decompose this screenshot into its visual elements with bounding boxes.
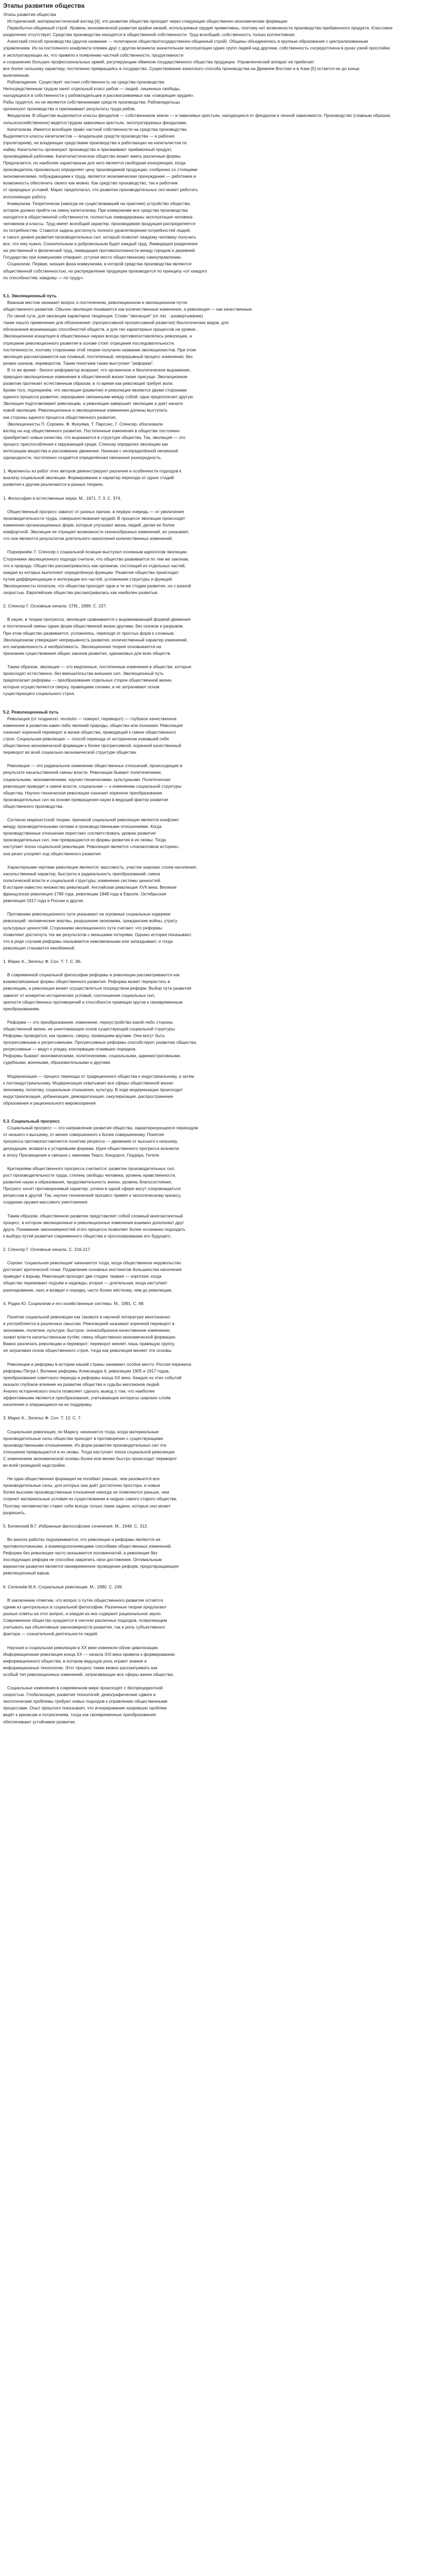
text-line: Феодализм. В обществе выделяются классы феодалов — собственников земли — и зависимых крестьян, находящихся от феодалов в личной зависимости. Производство (главным образом, [7, 113, 391, 118]
paragraph-gap [3, 657, 432, 664]
text-line: к постиндустриальному. Модернизация охватывает все сферы общественной жизни: [3, 1080, 174, 1086]
text-line: производительных сил на основе превращения науки в ведущий фактор развития [3, 796, 168, 802]
text-line: эффективными являются преобразования, учитывающие интересы широких слоёв [3, 1395, 171, 1401]
paragraph-gap [3, 609, 432, 616]
text-line: В то же время - биолог-реформатор возразит, что органичное и биологическое выражение, [7, 367, 191, 372]
text-line: по способностям, каждому — по труду». [3, 275, 84, 280]
text-line: не затрагивая основ общественного строя, тогда как революция меняет эти основы. [3, 1348, 172, 1353]
text-line: анализу социальной эволюции. Формирование и характер перехода от одних стадий [3, 475, 174, 481]
text-line: рост производительности труда, степень свободы человека, уровень нравственности, [3, 1172, 176, 1178]
text-line: особый тип революционных изменений, затрагивающих все сферы жизни общества. [3, 1671, 174, 1677]
paragraph-gap [3, 1307, 432, 1314]
text-line: информационные технологии. Этот процесс также можно рассматривать как [3, 1665, 158, 1670]
text-line: развитие протекает естественным образом, в то время как революция требует воли. [3, 381, 173, 386]
text-line: существующего социального строя. [3, 691, 75, 697]
text-line: резких скачков, переворотов. Таким понятием также выступает "реформа". [3, 360, 154, 366]
text-line: означает коренной переворот в жизни общества, приводящий к смене общественного [3, 729, 176, 735]
text-line: Эволюция подготавливает революцию, а революция завершает эволюцию и даёт начало [3, 401, 183, 406]
text-line: скоростью. Глобализация, развитие технологий, демографические сдвиги и [3, 1692, 156, 1698]
text-line: скоростью. Европейские общества рассматривались как наиболее развитые. [3, 589, 159, 595]
text-line: фактора — сознательной деятельности людей. [3, 1631, 98, 1637]
text-line: Социальная революция, по Марксу, начинается тогда, когда материальные [7, 1429, 159, 1434]
text-line: 1. Маркс К., Энгельс Ф. Соч. Т. 7. С. 86. [3, 959, 82, 964]
text-line: производительные силы общества приходят в противоречие с существующими [3, 1435, 163, 1441]
text-line: Прогресс носит противоречивый характер: успехи в одной сфере могут сопровождаться [3, 1186, 181, 1192]
text-line: более высокие производственные отношения никогда не появляются раньше, чем [3, 1489, 169, 1495]
text-line: созреют материальные условия их существования в недрах самого старого общества. [3, 1496, 178, 1502]
text-line: каждая из которых выполняет определённую функцию. Развитие общества происходит [3, 569, 179, 575]
text-line: которые осуществляются сверху, правящими силами, и не затрагивают основ [3, 684, 160, 690]
text-line: Критериями общественного прогресса считаются: развитие производительных сил, [7, 1165, 176, 1171]
text-line: и постепенной смены одних форм общественной жизни другими, без скачков и разрывов. [3, 623, 184, 629]
text-line: Государство при коммунизме отмирает, уступая место общественному самоуправлению. [3, 255, 182, 260]
text-line: С изменением экономической основы более или менее быстро происходит переворот [3, 1455, 177, 1461]
paragraph-gap [3, 697, 432, 704]
paragraph-gap [3, 952, 432, 958]
text-line: изменения организационных форм, которые улучшают жизнь людей, делая ее более [3, 522, 175, 528]
text-line: Реформа — это преобразование, изменение, переустройство какой-либо стороны [7, 1019, 173, 1025]
text-line: образования и рационального мировоззрения. [3, 1100, 97, 1106]
text-line: происходят естественно, без вмешательства внешних сил. Эволюционный путь [3, 671, 164, 676]
text-line: найму. Капиталисты организуют производство и присваивают прибавочный продукт, [3, 146, 172, 152]
text-line: экономику, политику, социальные отношения, культуру. В ходе модернизации происходит [3, 1087, 183, 1092]
text-line: как стороны единого процесса общественного развития. [3, 414, 117, 420]
text-line: общество переживает подъём и надежды; вторая — длительная, когда наступает [3, 1280, 167, 1286]
text-line: результате насильственной смены власти. Революции бывают политическими, [3, 770, 162, 775]
text-line: Эволюционисты полагали, что общества проходят одни и те же стадии развития, но с разной [3, 583, 191, 588]
text-line: (пролетариев), не владеющих средствами производства и работающих на капиталистов по [3, 140, 187, 145]
text-line: революций: человеческие жертвы, разрушение экономики, гражданские войны, утрату [3, 918, 178, 924]
text-line: на умственный и физический труд, ликвидация противоположности между городом и деревней. [3, 248, 196, 253]
text-line: 6. Селезнёв М.А. Социальные революции. М., 1980. С. 249. [3, 1584, 123, 1589]
paragraph-gap [3, 756, 432, 762]
text-line: 1. Фрагменты из работ этих авторов демонстрируют различия и особенности подходов к [3, 468, 182, 474]
text-line: обозначения возникающих способностей обществ, и для тех характерных процессов на уровне... [3, 327, 199, 332]
paragraph-gap [3, 1421, 432, 1428]
text-line: управлением. Из-за постоянного конфликта племен друг с другом возникла значительная эксплуатация одних групп людей над другими, собственность сосредоточена в руках узкой прослойки [3, 45, 390, 51]
text-line: Капитализм. Имеется всеобщее право частной собственности на средства производства. [7, 126, 188, 132]
paragraph-gap [3, 596, 432, 603]
text-line: к выбору путей развития современного общества и прогнозированию его будущего. [3, 1233, 172, 1239]
text-line: 5. Белинский В.Г. Избранные философские сочинения. М., 1948. С. 312. [3, 1523, 148, 1529]
text-line: Современное общество нуждается в синтезе различных подходов, позволяющем [3, 1618, 167, 1623]
text-line: строя. Социальная революция — способ перехода от исторически изжившей себя [3, 736, 169, 741]
paragraph-gap [3, 1408, 432, 1415]
text-line: производительных сил, они превращаются из формы развития в их оковы. Тогда [3, 837, 166, 843]
text-line: производитель произвольно определяет цену производимой продукции, сообразно со стоящими [3, 167, 198, 173]
text-line: что они являются результатом длительного накопления количественных изменений. [3, 536, 173, 541]
text-line: и употребляется в различных смыслах. Революцией называют коренной переворот в [3, 1321, 175, 1326]
text-line: Подчеркнём: Г. Спенсер с социальной позиции выступил основным идеологом эволюции. [7, 549, 188, 555]
text-line: противоположными, а взаимодополняющими способами общественных изменений. [3, 1544, 172, 1549]
paragraph-gap [3, 1206, 432, 1212]
paragraph-gap [3, 1253, 432, 1260]
text-line: Сороки: 'социальная революция' начинается тогда, когда общественное недовольство [7, 1260, 181, 1266]
text-line: процесс, в котором эволюционные и революционные изменения взаимно дополняют друг [3, 1219, 184, 1225]
text-line: 1. Философия и естественные науки. М., 1971. Т. 3. С. 374. [3, 495, 121, 501]
text-line: революция становится неизбежной. [3, 945, 76, 951]
text-line: Модернизация — процесс перехода от традиционного общества к индустриальному, а затем [7, 1073, 194, 1079]
text-line: преобразованиям. [3, 1006, 40, 1011]
section-heading: 5.2. Революционный путь [3, 709, 59, 715]
text-line: регрессивные — ведут к упадку, консервации отживших порядков. [3, 1046, 137, 1052]
text-line: и такого уровня развития производительных сил, который позволит каждому человеку получать [3, 234, 196, 240]
text-line: от низшего к высшему, от менее совершенного к более совершенному. Понятие [3, 1132, 164, 1138]
text-line: политической власти и социальной структуры; изменение системы ценностей. [3, 877, 161, 883]
paragraph-gap [3, 1240, 432, 1246]
text-line: последующих реформ не способна закрепить свои достижения. Оптимальным [3, 1557, 162, 1563]
text-line: приобретают новые качества, что выражается в структуре общества. Так, эволюция — это [3, 434, 186, 440]
text-line: учитывать как объективные закономерности развития, так и роль субъективного [3, 1624, 165, 1630]
text-line: По своей сути, для эволюции характерна тенденция. Слово "эволюция" (от лат. - развертывание) [7, 313, 203, 319]
text-line: приводит к взрыву. Революция проходит две стадии: первая — короткая, когда [3, 1274, 162, 1279]
text-line: Общественный прогресс зависит от разных причин, в первую очередь — от увеличения [7, 509, 184, 514]
text-line: В науке, в теории прогресса, эволюция сравнивается с выравнивающей формой движения [7, 617, 191, 622]
text-line: В заключение отметим, что вопрос о путях общественного развития остаётся [7, 1597, 163, 1603]
text-line: общественного развития. Обычно эволюция понимается как количественные изменения, а революция — как качественные. [3, 307, 253, 312]
text-line: Первобытно-общинный строй. Уровень экономической развития крайне низкий, используемые орудия примитивны, поэтому нет возможности производства прибавочного продукта. Классовое [7, 25, 393, 31]
text-line: Таким образом, общественное развитие представляет собой сложный многоаспектный [7, 1213, 183, 1218]
text-line: взаимосвязанные формы общественного развития. Реформа может перерастать в [3, 979, 170, 985]
text-line: Предлагается, но наиболее характерным для него является свободная конкуренция, когда [3, 160, 186, 166]
text-line: революционный взрыв. [3, 1570, 50, 1576]
text-line: производительные силы, для которых она даёт достаточно простора, и новые [3, 1483, 161, 1488]
text-line: Ни одна общественная формация не погибает раньше, чем разовьются все [7, 1476, 160, 1482]
text-line: Исторический, материалистический взгляд [4], что развитие общества проходит через следующие общественно-экономические формации: [7, 19, 288, 24]
text-line: Реформы бывают экономическими, политическими, социальными, административными, [3, 1053, 181, 1059]
paragraph-gap [3, 1678, 432, 1685]
text-line: находящихся в собственности у рабовладельцев и рассматриваемых как «говорящие орудия». [3, 93, 195, 98]
text-line: созданию оружия массового уничтожения. [3, 1199, 89, 1205]
text-line: наступает эпоха социальной революции. Революция является «локомотивом истории», [3, 844, 180, 850]
text-line: находятся в общественной собственности, полностью ликвидированы эксплуатация человека [3, 214, 193, 219]
document-body [3, 11, 432, 1725]
text-line: 2. Спенсер Г. Основные начала. С. 216-217. [3, 1246, 92, 1252]
text-line: насильственный характер; быстрота и радикальность преобразований; смена [3, 871, 161, 876]
text-line: новой эволюции. Революционные и эволюционные изменения должны выступать [3, 408, 168, 413]
text-line: и сохранению больших профессиональных армий, регулирующим обменом государственного общества продукции. Управленческий аппарат не прибегает [3, 59, 315, 64]
text-line: комфортной. Эволюция не отрицает возможности скачкообразных изменений, но указывает, [3, 529, 189, 535]
text-line: производимый рабочими. Капиталистическое общество может иметь различные формы [3, 153, 181, 159]
text-line: от природных условий. Маркс предполагал, что развитие производительных сил может работать [3, 187, 198, 193]
text-line: процессами. Опыт прошлого показывает, что игнорирование назревших проблем [3, 1705, 167, 1711]
text-line: процесс приспособления к окружающей среде. Спенсер определил эволюцию как [3, 441, 168, 447]
text-line: Противники революционного пути указывают на огромные социальные издержки [7, 911, 171, 917]
text-line: Эволюционная концепция в общественных науках всегда противопоставлялась революции, а [3, 333, 192, 339]
text-line: Кроме того, подчеркнём, что эволюция (развитие) и революция являются двумя сторонами [3, 387, 187, 393]
text-line: во всей громадной надстройке. [3, 1462, 66, 1468]
text-line: В истории известно множество революций: Английская революция XVII века, Великая [3, 885, 177, 890]
text-line: переворот во всей социально-экономической структуре общества. [3, 750, 137, 755]
text-line: Азиатский способ производства (другое название — политарное общество/государственно-общинный строй). Общины объединились в крупные образования с централизованным [7, 39, 368, 44]
text-line: по потребностям. Ставится задача достигнуть полного удовлетворения потребностей людей, [3, 228, 191, 233]
text-line: Рабовладение. Существует частная собственность на средства производства. [7, 79, 166, 84]
text-line: производственными отношениями. Из форм развития производительных сил эти [3, 1442, 167, 1448]
text-line: Социализм. Первая, низшая фаза коммунизма, в которой средства производства являются [7, 261, 191, 267]
text-line: Реформы проводятся, как правило, сверху, правящими кругами. Они могут быть [3, 1033, 165, 1039]
paragraph-gap [3, 1107, 432, 1113]
text-line: судебными, военными, образовательными и другими. [3, 1060, 111, 1065]
text-line: постепенности, поэтому сторонники этой теории получили название эволюционистов. При этом [3, 347, 196, 352]
text-line: интеграцию вещества и рассеивание движения. Начиная с неопределённой несвязной [3, 448, 178, 453]
text-line: организуют производство и присваивают результаты труда рабов. [3, 106, 136, 112]
text-line: Реформа без революции часто оказывается половинчатой, а революция без [3, 1550, 158, 1556]
text-line: общества. Научно-техническая революция означает коренное преобразование [3, 790, 163, 795]
text-line: достигает критической точки. Подавление основных инстинктов большинства населения [3, 1267, 182, 1273]
text-line: Таким образом, эволюция — это медленные, постепенные изменения в обществе, которые [7, 664, 191, 669]
section-heading: 5.1. Эволюционный путь [3, 293, 57, 298]
text-line: 3. Маркс К., Энгельс Ф. Соч. Т. 13. С. 7. [3, 1415, 82, 1421]
text-line: признании существования общих законов развития, одинаковых для всех обществ. [3, 650, 171, 656]
paragraph-gap [3, 461, 432, 468]
text-line: Эволюционизм утверждает непрерывность развития, количественный характер изменений, [3, 637, 188, 642]
text-line: которое должно прийти на смену капитализму. При коммунизме все средства производства [3, 207, 188, 213]
text-line: Революция (от позднелат. revolutio — поворот, переворот) — глубокое качественное [7, 716, 177, 721]
text-line: Социальные изменения в современном мире происходят с беспрецедентной [7, 1685, 163, 1691]
text-line: что и природа. Общество рассматривалось как организм, состоящий из отдельных частей, [3, 563, 186, 568]
paragraph-gap [3, 857, 432, 864]
text-line: Революции и реформы в истории нашей страны занимают особое место. Россия пережила [7, 1361, 191, 1367]
text-line: населения и опирающиеся на их поддержку. [3, 1402, 93, 1408]
text-line: также нашло применение для обозначения: (прогрессивной прогрессивной развития) биологических видов, для [3, 320, 229, 326]
paragraph-gap [3, 1590, 432, 1597]
paragraph-gap [3, 810, 432, 817]
text-line: выясненным. [3, 72, 30, 78]
text-line: При этом общество развивается, усложняясь, переходя от простых форм к сложным. [3, 630, 175, 636]
text-line: Анализ исторического опыта позволяет сделать вывод о том, что наиболее [3, 1388, 155, 1394]
text-line: 4. Родин Ю. Социализм и его хозяйственные системы. М., 1991. С. 88. [3, 1300, 145, 1306]
paragraph-gap [3, 542, 432, 549]
paragraph-gap [3, 281, 432, 288]
text-line: Социальный прогресс — это направление развития общества, характеризующееся переходом [7, 1125, 198, 1131]
text-line: культурных ценностей. Сторонники эволюционного пути считают, что реформы [3, 925, 163, 930]
paragraph-gap [3, 904, 432, 911]
text-line: позволяют достигнуть тех же результатов с меньшими потерями. Однако история показывает, [3, 931, 192, 937]
text-line: Непосредственным трудом занят отдельный класс рабов — людей, лишенных свободы, [3, 86, 181, 92]
text-line: разочарование, хаос и возврат к порядку, часто более жёсткому, чем до революции. [3, 1287, 172, 1293]
paragraph-gap [3, 1516, 432, 1523]
paragraph-gap [3, 502, 432, 509]
text-line: французская революция 1789 года, революции 1848 года в Европе, Октябрьская [3, 891, 166, 897]
text-line: Во многих работах подчеркивается, что революции и реформы являются не [7, 1537, 161, 1542]
text-line: Этапы развития общества [3, 12, 56, 17]
text-line: общественного производства. [3, 803, 64, 809]
text-line: регрессом в другой. Так, научно-технический прогресс привёл к экологическому кризису, [3, 1193, 182, 1198]
text-line: общественной жизни, не уничтожающее основ существующей социальной структуры. [3, 1026, 176, 1031]
text-line: экологические проблемы требуют новых подходов к управлению общественными [3, 1699, 167, 1704]
text-line: Понятие социальной революции как такового в научной литературе многозначно [7, 1314, 170, 1319]
text-line: природно-эволюционные изменения в общественной жизни также присущи. Эволюционное [3, 374, 188, 379]
text-line: эволюция рассматривается как плавный, постепенный, непрерывный процесс изменения, без [3, 353, 193, 359]
text-line: она резко ускоряет ход общественного развития. [3, 851, 102, 856]
text-line: Коммунизм. Теоретически (никогда не существовавший на практике) устройство общества, [7, 200, 191, 206]
paragraph-gap [3, 1469, 432, 1476]
text-line: зависит от конкретно-исторических условий, соотношения социальных сил, [3, 992, 155, 998]
paragraph-gap [3, 1012, 432, 1019]
paragraph-gap [3, 1294, 432, 1300]
paragraph-gap [3, 1637, 432, 1644]
text-line: В современной социальной философии реформы и революции рассматриваются как [7, 972, 180, 978]
text-line: Научная и социальная революции в XX веке изменили облик цивилизации. [7, 1645, 159, 1650]
text-line: деградации, возврата к устаревшим формам. Идея общественного прогресса возникла [3, 1145, 179, 1151]
text-line: разрешить. [3, 1510, 26, 1515]
text-line: человеком и классы. Труд имеет всеобщий характер, производимая продукция распределяется [3, 221, 196, 226]
text-line: преобразования советского периода и реформы конца XX века. Каждое из этих событий [3, 1375, 182, 1380]
paragraph-gap [3, 1354, 432, 1361]
text-line: Революция — это радикальное изменение общественных отношений, происходящее в [7, 763, 183, 769]
text-line: экономическими, побуждающими к труду, является экономическая принуждение — работника и [3, 174, 196, 179]
text-line: революцию, а революция может осуществляться посредством реформ. Выбор пути развития [3, 986, 191, 991]
text-line: оказало глубокое влияние на развитие общества и судьбы миллионов людей. [3, 1381, 161, 1387]
paragraph-gap [3, 488, 432, 495]
text-line: индустриализация, урбанизация, демократизация, секуляризация, распространение [3, 1093, 173, 1099]
text-line: Характерными чертами революции являются: массовость, участие широких слоев населения; [7, 864, 197, 870]
paragraph-gap [3, 1066, 432, 1073]
text-line: информационного общества, в котором ведущую роль играют знания и [3, 1658, 147, 1664]
paragraph-gap [3, 1530, 432, 1536]
text-line: Согласно марксистской теории, причиной социальной революции является конфликт [7, 817, 179, 823]
text-line: прогрессивными и регрессивными. Прогрессивные реформы способствуют развитию общества, [3, 1040, 197, 1045]
text-line: разделение отсутствует. Средства производства находятся в общественной собственности. Труд всеобщий, собственность только коллективная. [3, 32, 296, 38]
text-line: отношения превращаются в их оковы. Тогда наступает эпоха социальной революции. [3, 1449, 176, 1454]
text-line: друга. Понимание закономерностей этого процесса позволяет более осознанно подходить [3, 1226, 186, 1232]
text-line: все более сильному характеру, постепенно превращаясь в государство. Существование азиатского способа производства на Древнем Востоке и в Азии [5] остается не до конца [3, 65, 360, 71]
text-line: Сторонники эволюционного подхода считали, что общество развивается по тем же законам, [3, 556, 189, 562]
text-line: взгляд на ход общественного развития. Постепенные изменения в обществе постоянно [3, 428, 180, 433]
text-line: вариантом развития является своевременное проведение реформ, предотвращающее [3, 1564, 179, 1569]
text-line: что в ряде случаев реформы оказываются невозможными или запаздывают, и тогда [3, 938, 173, 944]
paragraph-gap [3, 965, 432, 972]
text-line: одним из центральных в социальной философии. Различные теории предлагают [3, 1604, 167, 1609]
text-line: сельскохозяйственное) ведется трудом зависимых крестьян, эксплуатируемых феодалами. [3, 120, 187, 125]
text-line: разные ответы на этот вопрос, и каждая из них содержит рациональное зерно. [3, 1611, 162, 1617]
text-line: отрицание революционного развития в основе стоит отрицания последовательности, [3, 340, 175, 346]
text-line: производительности труда, совершенствования орудий. В процессе эволюции происходят [3, 515, 185, 521]
text-line: обеспечивают устойчивое развитие. [3, 1719, 76, 1724]
text-line: исполняющих работу. [3, 194, 47, 199]
text-line: общественно-экономической формации к более прогрессивной, коренной качественный [3, 743, 181, 749]
paragraph-gap [3, 1577, 432, 1584]
text-line: прогресса противопоставляется понятию регресса — движения от высшего к низшему, [3, 1139, 178, 1144]
section-heading: 5.3. Социальный прогресс [3, 1118, 60, 1124]
text-line: революция 1917 года в России и другие. [3, 898, 84, 904]
text-line: и эксплуатирующих их, что привело к появлению частной собственности, продуктивности [3, 52, 184, 58]
text-line: развития к другим различаются в разных теориях. [3, 482, 104, 487]
text-line: путем дифференциации и интеграции его частей, усложнения структуры и функций. [3, 576, 173, 582]
text-line: развитие науки и образования, продолжительность жизни, уровень благосостояния. [3, 1179, 172, 1185]
text-line: Эволюционисты П. Сорокин, Ф. Фукуяма, Т. Парсонс, Г. Спенсер, обосновали [7, 421, 163, 427]
text-line: реформы Петра I, Великие реформы Александра II, революции 1905 и 1917 годов, [3, 1368, 170, 1374]
text-line: все, что ему нужно. Сознательным и добровольным будет каждый труд. Ликвидация разделения [3, 241, 198, 247]
text-line: Информационная революция конца XX — начала XXI века привела к формированию [3, 1651, 175, 1657]
text-line: Важно различать революцию и переворот: переворот меняет лишь правящую группу, [3, 1341, 175, 1347]
text-line: Важным местом занимает вопрос о постепенном, революционном и эволюционном путях [7, 299, 188, 305]
text-line: единого процесса развития, неразрывно связанными между собой; одна предполагает другую. [3, 394, 195, 400]
text-line: экономике, политике, культуре; быстрое, скачкообразное качественное изменение; [3, 1328, 171, 1333]
text-line: общественной собственностью, но распределение продукции производится по принципу «от каждого [3, 268, 207, 274]
document-title: Этапы развития общества [3, 2, 85, 9]
text-line: 2. Спенсер Г. Основные начала. СПб., 1899. С. 237. [3, 603, 107, 609]
text-line: Поэтому человечество ставит себе всегда только такие задачи, которые оно может [3, 1503, 171, 1509]
text-line: захват власти насильственным путём; смену общественно-экономической формации. [3, 1334, 177, 1340]
text-line: между производительными силами и производственными отношениями. Когда [3, 824, 162, 829]
text-line: изменение в развитии каких-либо явлений природы, общества или познания. Революция [3, 722, 183, 728]
text-line: возможность обеспечить своего как можно. Как средство производство, так и работник [3, 180, 178, 186]
text-line: его направленность и необратимость. Эволюционная теория основывается на [3, 643, 162, 649]
text-line: предполагает реформы — преобразования отдельных сторон общественной жизни, [3, 677, 172, 683]
text-line: зрелости общественных противоречий и способности правящих кругов к своевременным [3, 999, 183, 1005]
text-line: Выделяются классы капиталистов — владельцев средств производства — и рабочих [3, 133, 175, 139]
text-line: революция приводит к смене власти, социальная — к изменению социальной структуры [3, 783, 182, 789]
text-line: производственные отношения перестают соответствовать уровню развития [3, 831, 156, 836]
text-line: социальными, экономическими, научно-техническими, культурными. Политическая [3, 776, 170, 782]
text-line: однородности, постепенно создаётся определённая связанная разнородность. [3, 455, 162, 461]
text-line: Рабы трудятся, но не являются собственниками средств производства. Рабовладельцы [3, 99, 180, 105]
paragraph-gap [3, 1159, 432, 1165]
text-line: ведёт к кризисам и потрясениям, тогда как своевременные преобразования [3, 1712, 156, 1718]
text-line: в эпоху Просвещения и связана с именами Тюрго, Кондорсе, Гердера, Гегеля. [3, 1152, 160, 1158]
